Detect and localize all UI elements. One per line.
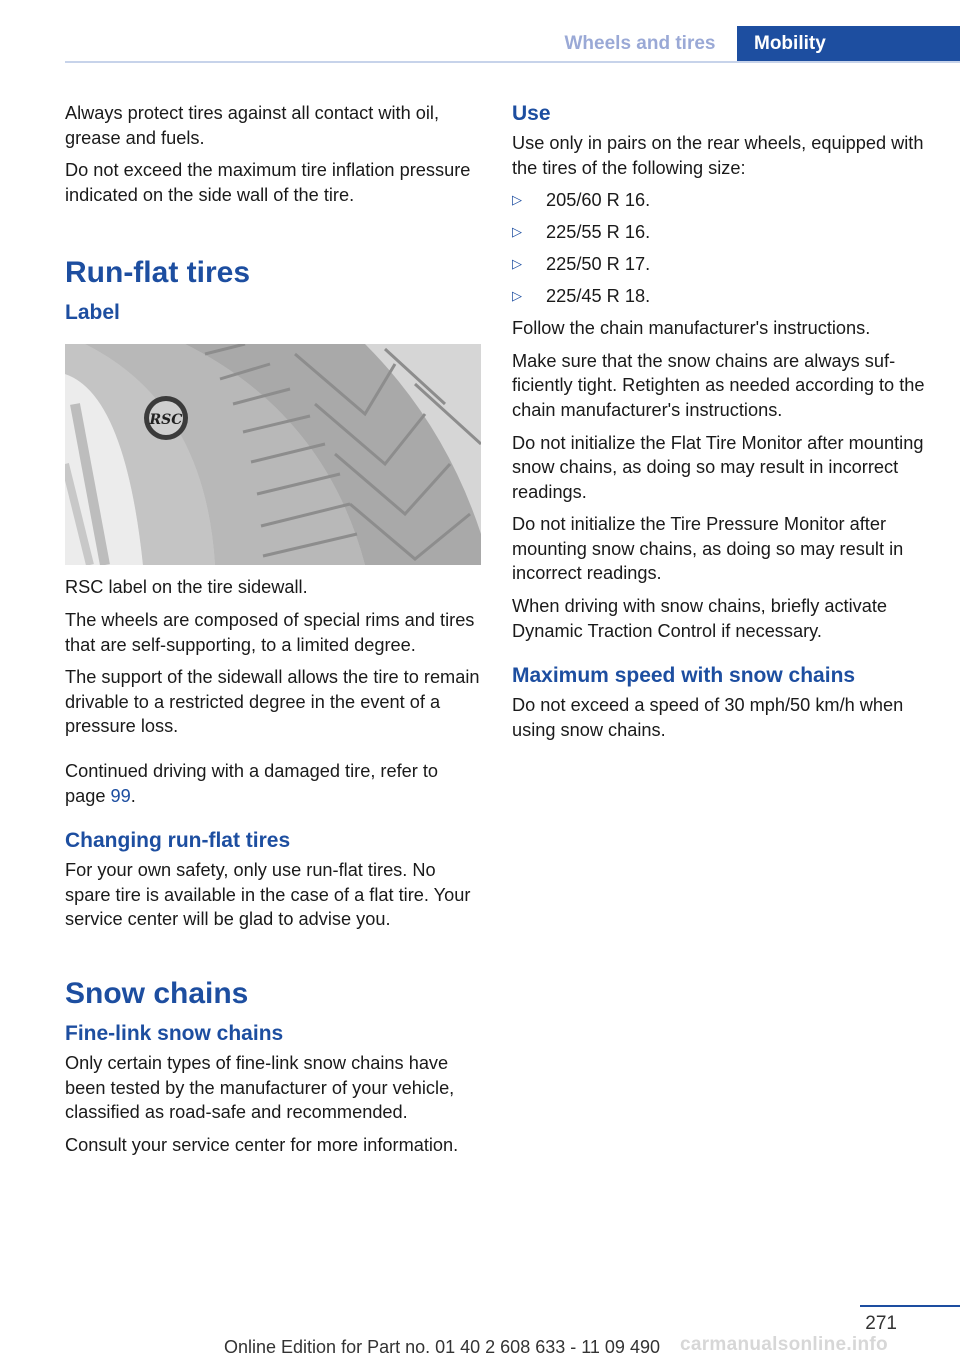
triangle-bullet-icon: ▷ (512, 192, 522, 208)
paragraph-tire-pressure-monitor: Do not initialize the Tire Pressure Monitor after mounting snow chains, as doing so may result in incorrect readings. (512, 514, 904, 584)
paragraph-own-safety: For your own safety, only use run-flat tires. No spare tire is available in the case of a flat tire. Your service center will be glad to advise you. (65, 860, 471, 930)
heading-run-flat-tires: Run-flat tires (65, 256, 251, 290)
paragraph-use-pairs: Use only in pairs on the rear wheels, equipped with the tires of the following size: (512, 133, 924, 178)
paragraph-flat-tire-monitor: Do not initialize the Flat Tire Monitor after mounting snow chains, as doing so may result in incorrect readings. (512, 432, 924, 502)
rsc-logo-text: RSC (149, 412, 183, 429)
heading-max-speed: Maximum speed with snow chains (512, 664, 856, 688)
footer-edition: Online Edition for Part no. 01 40 2 608 633 - 11 09 490 (224, 1337, 660, 1357)
paragraph-max-inflation: Do not exceed the maximum tire inflation pressure indicated on the side wall of the tire. (65, 160, 471, 205)
list-item (512, 284, 930, 309)
paragraph-damaged-tire-ref (65, 759, 483, 808)
heading-use: Use (512, 102, 551, 125)
triangle-bullet-icon: ▷ (512, 288, 522, 304)
tire-size: 205/60 R 16. (546, 190, 651, 211)
page-number: 271 (865, 1313, 897, 1334)
paragraph-oil-grease: Always protect tires against all contact with oil, grease and fuels. (65, 103, 440, 148)
list-item (512, 188, 930, 213)
paragraph-sidewall-support: The support of the sidewall allows the tire to remain drivable to a restricted degree in the event of a pressure loss. (65, 667, 480, 737)
paragraph-traction-control: When driving with snow chains, briefly activate Dynamic Traction Control if necessary. (512, 596, 888, 641)
right-column (512, 101, 930, 750)
paragraph-tested-chains: Only certain types of fine-link snow chains have been tested by the manufacturer of your vehicle, classified as road-safe and recommended. (65, 1052, 455, 1123)
header-section-title: Wheels and tires (564, 33, 716, 54)
damaged-tire-period: . (130, 785, 136, 806)
rsc-tire-illustration (65, 344, 481, 565)
left-column (65, 101, 483, 1165)
triangle-bullet-icon: ▷ (512, 224, 522, 240)
header-chapter-tab: Mobility (737, 26, 960, 62)
page-99-link[interactable]: 99 (110, 785, 131, 806)
list-item (512, 220, 930, 245)
heading-snow-chains: Snow chains (65, 976, 249, 1010)
heading-label: Label (65, 301, 120, 325)
triangle-bullet-icon: ▷ (512, 256, 522, 272)
image-caption: RSC label on the tire sidewall. (65, 577, 308, 598)
tire-size: 225/55 R 16. (546, 222, 651, 243)
paragraph-speed-limit: Do not exceed a speed of 30 mph/50 km/h when using snow chains. (512, 695, 904, 740)
damaged-tire-text: Continued driving with a damaged tire, refer to page (65, 760, 439, 806)
tire-size-list (512, 188, 930, 309)
watermark-text: carmanualsonline.info (680, 1334, 888, 1355)
paragraph-chains-tight: Make sure that the snow chains are always sufficiently tight. Retighten as needed according to the chain manufacturer's instructions. (512, 350, 925, 420)
paragraph-consult-service: Consult your service center for more information. (65, 1134, 459, 1155)
heading-fine-link: Fine-link snow chains (65, 1021, 284, 1045)
footer-divider (860, 1305, 960, 1307)
paragraph-self-supporting: The wheels are composed of special rims and tires that are self-supporting, to a limited degree. (65, 609, 475, 655)
tire-size: 225/50 R 17. (546, 254, 651, 275)
tire-size: 225/45 R 18. (546, 286, 651, 307)
list-item (512, 252, 930, 277)
heading-changing-run-flat: Changing run-flat tires (65, 829, 291, 853)
header-divider (65, 61, 960, 63)
paragraph-follow-instructions: Follow the chain manufacturer's instructions. (512, 318, 871, 339)
